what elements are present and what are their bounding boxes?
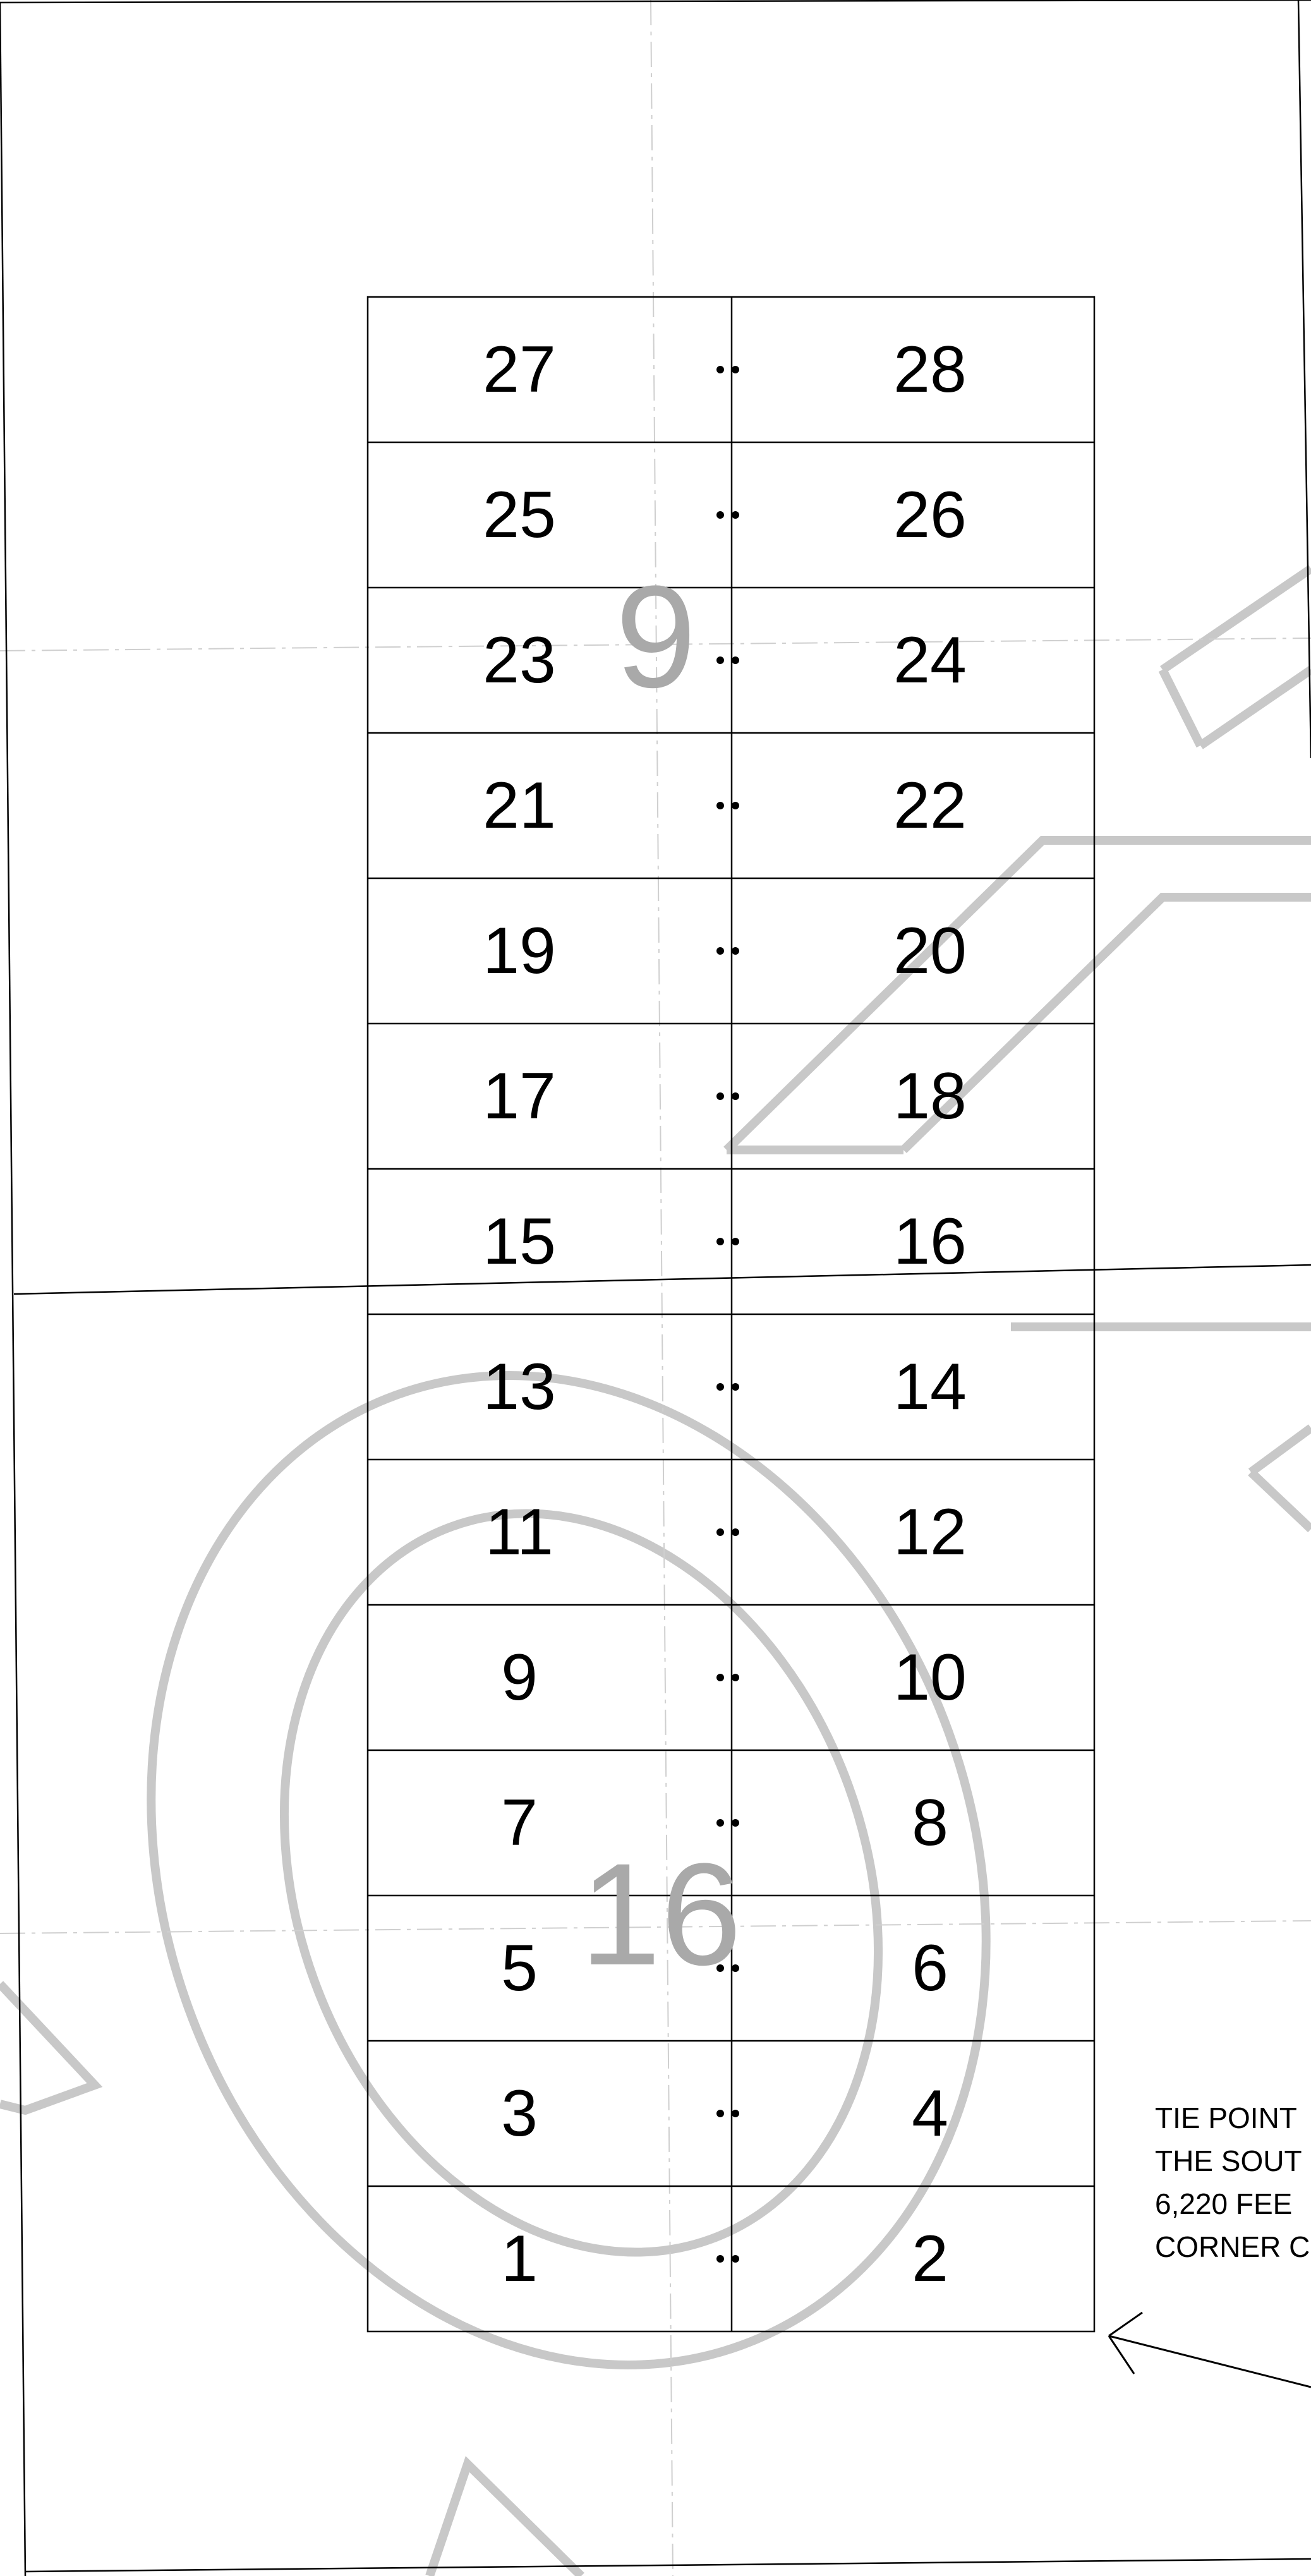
lot-number-right: 26 <box>893 478 967 552</box>
monument-dot <box>732 1092 739 1100</box>
lot-number-left: 1 <box>501 2222 538 2295</box>
monument-dot <box>732 802 739 809</box>
sheet-border-top <box>0 0 1311 3</box>
sheet-border-left <box>0 3 25 2576</box>
monument-dot <box>716 2110 724 2117</box>
lot-number-left: 19 <box>483 914 556 988</box>
tie-note-line-1: TIE POINT <box>1155 2101 1297 2134</box>
lot-number-right: 12 <box>893 1496 967 1569</box>
monument-dot <box>732 2110 739 2117</box>
lot-number-left: 13 <box>483 1350 556 1424</box>
monument-dot <box>732 366 739 373</box>
lot-number-right: 22 <box>893 769 967 842</box>
lot-number-right: 8 <box>912 1786 948 1859</box>
monument-dot <box>732 2255 739 2263</box>
monument-dot <box>716 2255 724 2263</box>
monument-dot <box>716 1092 724 1100</box>
lot-number-left: 23 <box>483 624 556 697</box>
sheet-border-bottom <box>25 2559 1311 2572</box>
lot-number-right: 2 <box>912 2222 948 2295</box>
lot-number-right: 24 <box>893 624 967 697</box>
tie-note-line-2: THE SOUT <box>1155 2144 1302 2177</box>
lot-number-right: 4 <box>912 2077 948 2150</box>
monument-dot <box>732 947 739 955</box>
monument-dot <box>716 1674 724 1681</box>
lot-number-right: 16 <box>893 1205 967 1278</box>
lot-number-right: 10 <box>893 1641 967 1714</box>
section-number-lower: 16 <box>580 1833 742 1995</box>
monument-dot <box>732 1819 739 1827</box>
lot-number-left: 21 <box>483 769 556 842</box>
monument-dot <box>732 1674 739 1681</box>
lot-number-left: 15 <box>483 1205 556 1278</box>
section-line <box>14 1265 1311 1294</box>
monument-dot <box>732 656 739 664</box>
lot-number-left: 17 <box>483 1060 556 1133</box>
monument-dot <box>716 947 724 955</box>
tie-note-line-4: CORNER C <box>1155 2230 1310 2263</box>
lot-number-left: 11 <box>485 1496 553 1569</box>
lot-number-left: 5 <box>501 1932 538 2005</box>
tie-note-line-3: 6,220 FEE <box>1155 2187 1293 2220</box>
monument-dot <box>732 1383 739 1391</box>
lot-number-right: 18 <box>893 1060 967 1133</box>
monument-dot <box>732 511 739 519</box>
lot-number-right: 28 <box>893 333 967 406</box>
monument-dot <box>716 1238 724 1245</box>
monument-dot <box>732 1528 739 1536</box>
lot-number-left: 7 <box>501 1786 538 1859</box>
lot-number-left: 9 <box>501 1641 538 1714</box>
lot-number-right: 14 <box>893 1350 967 1424</box>
lot-number-right: 20 <box>893 914 967 988</box>
tie-arrow <box>1109 2313 1311 2387</box>
lot-number-left: 25 <box>483 478 556 552</box>
monument-dot <box>716 1528 724 1536</box>
monument-dot <box>716 1819 724 1827</box>
monument-dot <box>716 802 724 809</box>
monument-dot <box>716 511 724 519</box>
lot-number-left: 27 <box>483 333 556 406</box>
lot-number-left: 3 <box>501 2077 538 2150</box>
section-number-upper: 9 <box>615 555 696 718</box>
tie-point-note <box>1155 2096 1311 2268</box>
vertical-centerline <box>651 0 673 2576</box>
monument-dot <box>732 1238 739 1245</box>
monument-dot <box>716 1383 724 1391</box>
monument-dot <box>716 366 724 373</box>
monument-dot <box>716 656 724 664</box>
lot-number-right: 6 <box>912 1932 948 2005</box>
sheet-border-right <box>1298 0 1311 758</box>
